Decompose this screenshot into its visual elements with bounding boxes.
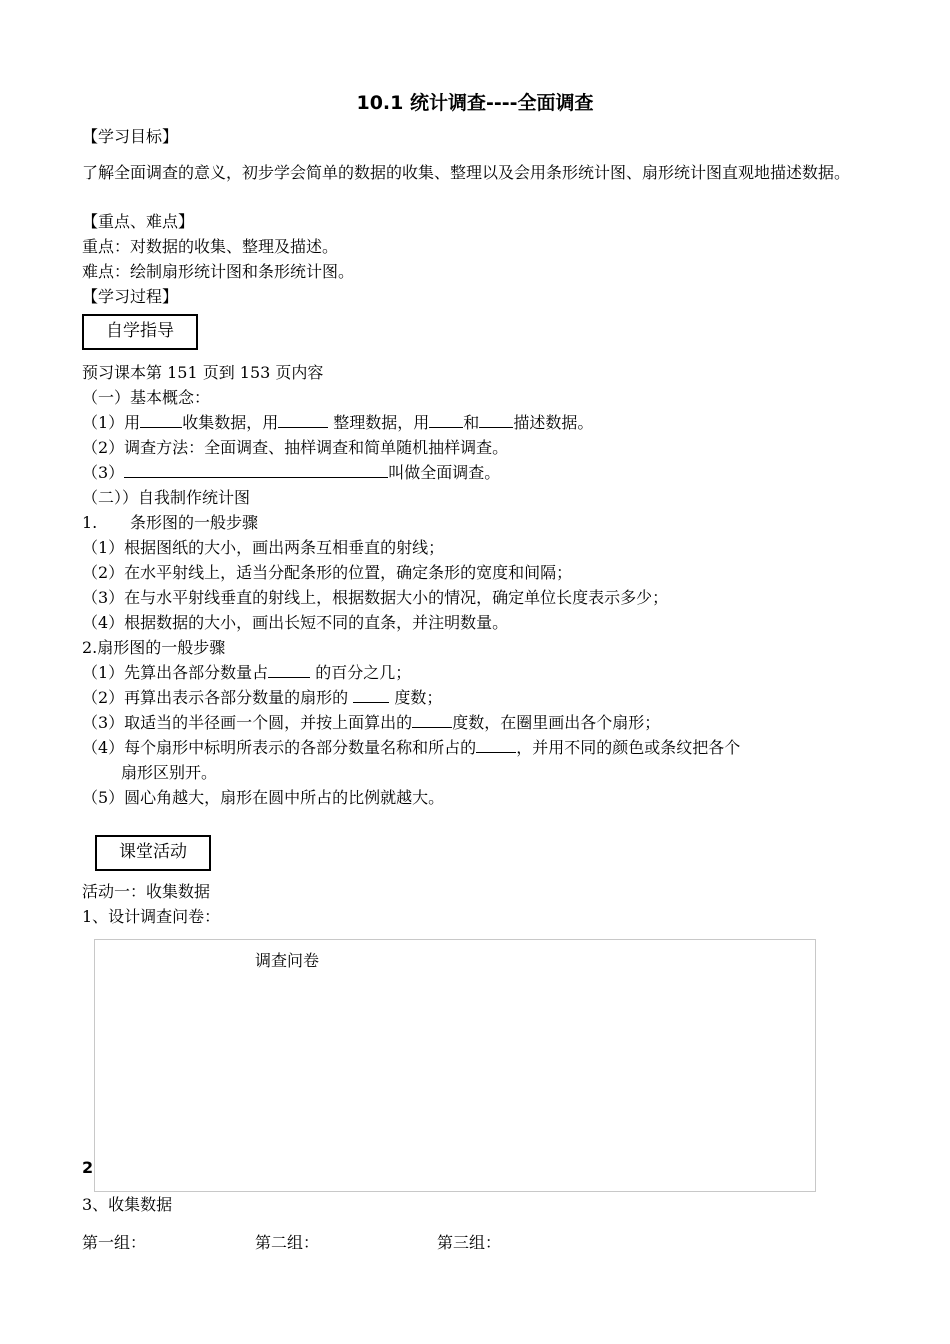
group-3: 第三组： (437, 1233, 502, 1252)
blank-degree[interactable] (353, 688, 389, 703)
class-activity-box: 课堂活动 (95, 835, 211, 871)
page-title: 10.1 统计调查----全面调查 (356, 92, 594, 114)
bar-step-3: （3）在与水平射线垂直的射线上，根据数据大小的情况，确定单位长度表示多少； (82, 588, 669, 607)
concept-1: （1）用 收集数据，用 整理数据，用 和 描述数据。 (82, 413, 594, 432)
activity-1: 活动一：收集数据 (82, 882, 211, 901)
concept-header: （一）基本概念： (82, 388, 211, 407)
blank-sector-degree[interactable] (412, 713, 452, 728)
goal-header: 【学习目标】 (82, 127, 179, 146)
design-survey: 1、设计调查问卷： (82, 907, 221, 926)
group-1: 第一组： (82, 1233, 147, 1252)
concept-3: （3） 叫做全面调查。 (82, 463, 501, 482)
survey-title: 调查问卷 (255, 951, 320, 970)
blank-collect[interactable] (140, 413, 182, 428)
collect-data: 3、收集数据 (82, 1195, 173, 1214)
self-study-box: 自学指导 (82, 314, 198, 350)
pie-header: 2.扇形图的一般步骤 (82, 638, 226, 657)
pie-step-3: （3）取适当的半径画一个圆，并按上面算出的 度数，在圈里画出各个扇形； (82, 713, 661, 732)
pie-step-5: （5）圆心角越大，扇形在圆中所占的比例就越大。 (82, 788, 445, 807)
bar-step-1: （1）根据图纸的大小，画出两条互相垂直的射线； (82, 538, 445, 557)
blank-full-survey[interactable] (124, 463, 388, 478)
blank-describe-1[interactable] (429, 413, 463, 428)
bar-step-2: （2）在水平射线上，适当分配条形的位置，确定条形的宽度和间隔； (82, 563, 573, 582)
item-number-2: 2 (82, 1158, 94, 1177)
blank-percent[interactable] (268, 663, 310, 678)
blank-share[interactable] (476, 738, 516, 753)
pie-step-4: （4）每个扇形中标明所表示的各部分数量名称和所占的 ，并用不同的颜色或条纹把各个 (82, 738, 741, 757)
key-header: 【重点、难点】 (82, 212, 195, 231)
group-2: 第二组： (255, 1233, 320, 1252)
survey-box[interactable] (94, 939, 816, 1192)
key-point: 重点：对数据的收集、整理及描述。 (82, 237, 339, 256)
difficulty: 难点：绘制扇形统计图和条形统计图。 (82, 262, 355, 281)
bar-header: 1. 条形图的一般步骤 (82, 513, 259, 532)
preview-text: 预习课本第 151 页到 153 页内容 (82, 363, 324, 382)
pie-step-4-cont: 扇形区别开。 (121, 763, 218, 782)
concept-2: （2）调查方法：全面调查、抽样调查和简单随机抽样调查。 (82, 438, 509, 457)
pie-step-2: （2）再算出表示各部分数量的扇形的 度数； (82, 688, 443, 707)
process-header: 【学习过程】 (82, 287, 179, 306)
blank-organize[interactable] (278, 413, 328, 428)
make-header: （二））自我制作统计图 (82, 488, 251, 507)
blank-describe-2[interactable] (479, 413, 513, 428)
goal-text: 了解全面调查的意义，初步学会简单的数据的收集、整理以及会用条形统计图、扇形统计图直观地描述数据。 (82, 163, 851, 182)
bar-step-4: （4）根据数据的大小，画出长短不同的直条，并注明数量。 (82, 613, 509, 632)
pie-step-1: （1）先算出各部分数量占 的百分之几； (82, 663, 412, 682)
